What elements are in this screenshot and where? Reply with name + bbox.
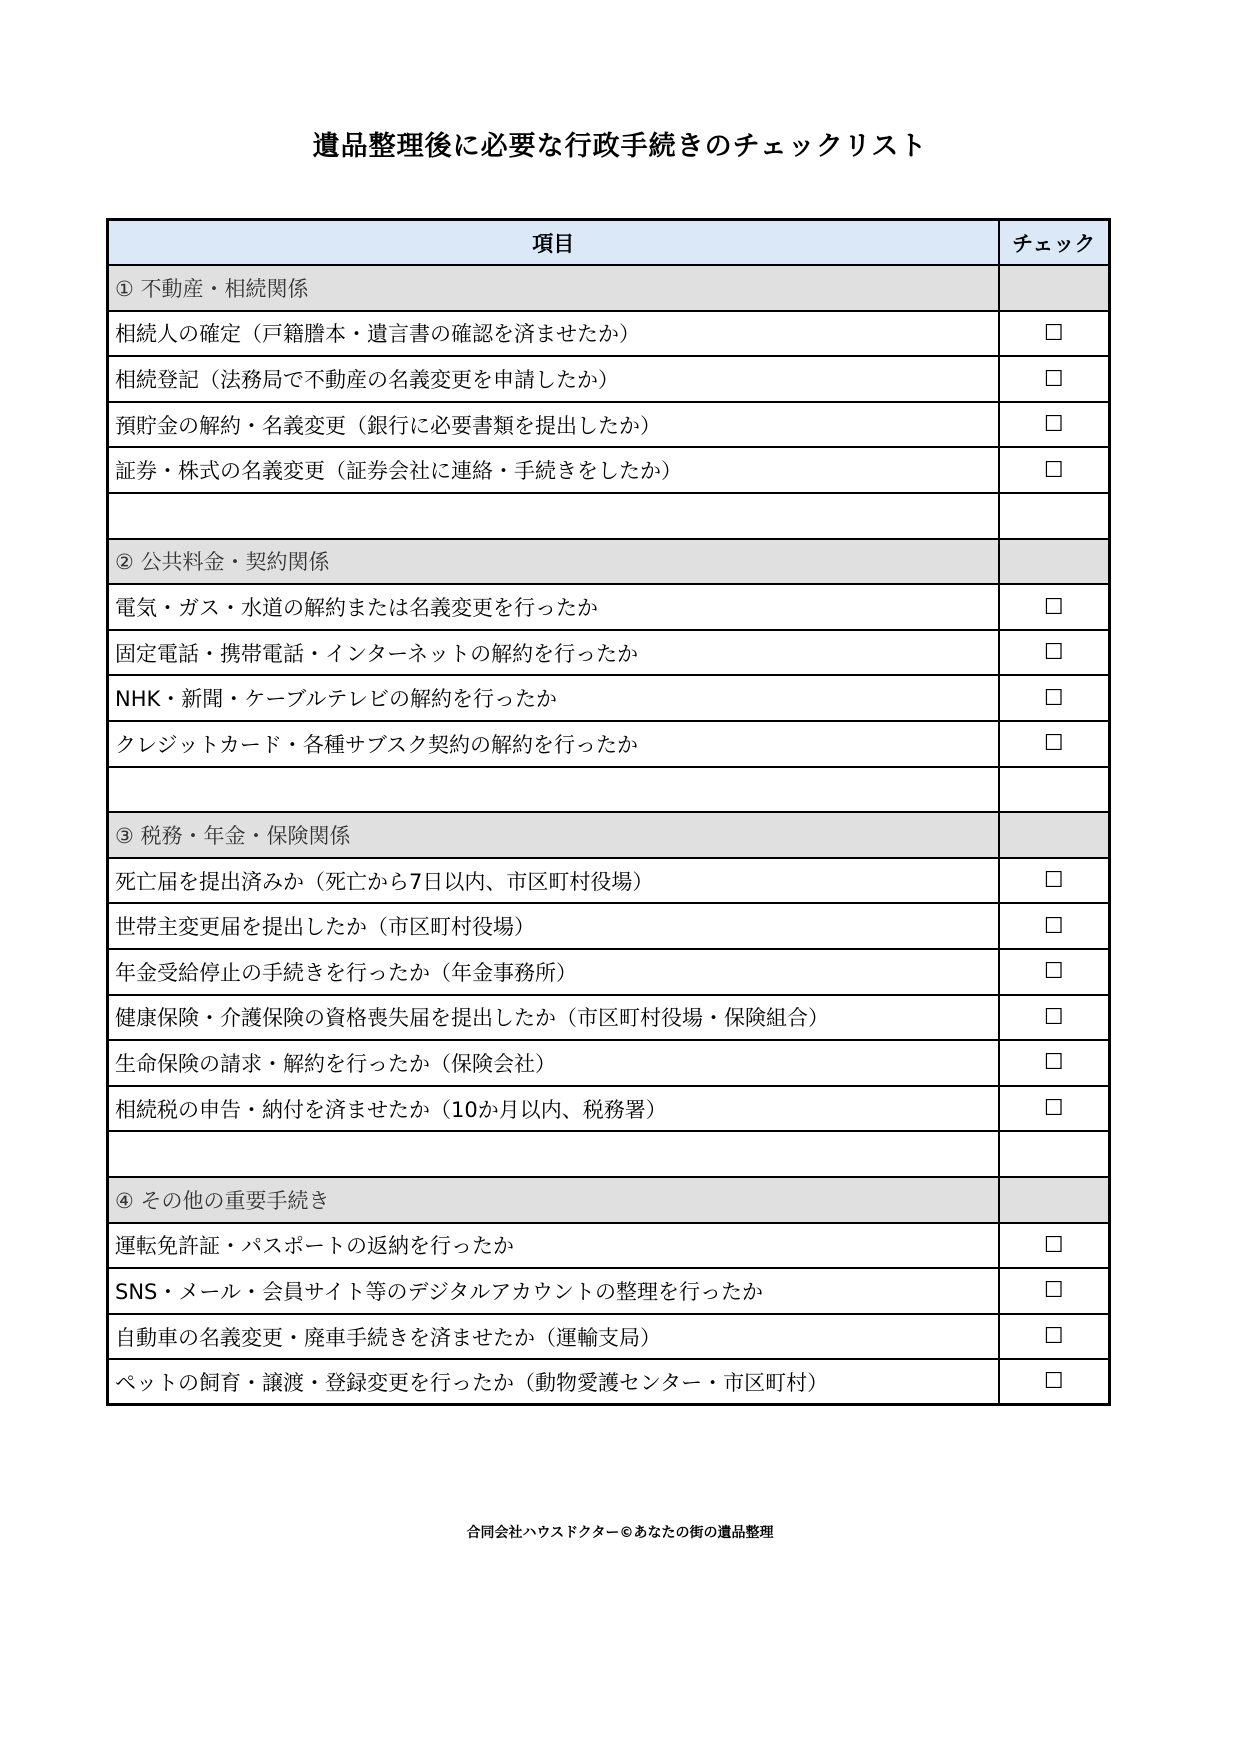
checkbox[interactable]: ☐ — [999, 1223, 1110, 1269]
section-label: ③ 税務・年金・保険関係 — [108, 812, 999, 858]
checkbox[interactable]: ☐ — [999, 675, 1110, 721]
checkbox[interactable]: ☐ — [999, 1086, 1110, 1132]
check-cell — [999, 265, 1110, 311]
checkbox[interactable]: ☐ — [999, 1314, 1110, 1360]
table-row — [108, 995, 1110, 1041]
section-label: ① 不動産・相続関係 — [108, 265, 999, 311]
item-label: ペットの飼育・譲渡・登録変更を行ったか（動物愛護センター・市区町村） — [108, 1359, 999, 1405]
checkbox[interactable]: ☐ — [999, 1359, 1110, 1405]
table-row — [108, 858, 1110, 904]
table-row — [108, 1359, 1110, 1405]
section-row — [108, 812, 1110, 858]
check-cell — [999, 1131, 1110, 1177]
check-cell — [999, 539, 1110, 585]
table-row — [108, 402, 1110, 448]
item-label: 相続登記（法務局で不動産の名義変更を申請したか） — [108, 356, 999, 402]
table-row — [108, 1268, 1110, 1314]
item-label — [108, 493, 999, 539]
checklist-table — [106, 218, 1111, 1406]
checkbox[interactable]: ☐ — [999, 630, 1110, 676]
item-label: 自動車の名義変更・廃車手続きを済ませたか（運輸支局） — [108, 1314, 999, 1360]
table-row — [108, 949, 1110, 995]
item-label: NHK・新聞・ケーブルテレビの解約を行ったか — [108, 675, 999, 721]
table-row — [108, 675, 1110, 721]
table-row — [108, 630, 1110, 676]
checklist-body — [108, 265, 1110, 1405]
section-row — [108, 539, 1110, 585]
checkbox[interactable]: ☐ — [999, 356, 1110, 402]
table-row — [108, 903, 1110, 949]
checkbox[interactable]: ☐ — [999, 584, 1110, 630]
checkbox[interactable]: ☐ — [999, 311, 1110, 357]
spacer-row — [108, 493, 1110, 539]
table-row — [108, 721, 1110, 767]
page-title: 遺品整理後に必要な行政手続きのチェックリスト — [312, 131, 928, 162]
item-label — [108, 767, 999, 813]
item-label: 年金受給停止の手続きを行ったか（年金事務所） — [108, 949, 999, 995]
check-cell — [999, 812, 1110, 858]
table-row — [108, 1040, 1110, 1086]
section-row — [108, 1177, 1110, 1223]
item-label: 世帯主変更届を提出したか（市区町村役場） — [108, 903, 999, 949]
check-cell — [999, 767, 1110, 813]
spacer-row — [108, 1131, 1110, 1177]
item-label: 死亡届を提出済みか（死亡から7日以内、市区町村役場） — [108, 858, 999, 904]
item-label: 預貯金の解約・名義変更（銀行に必要書類を提出したか） — [108, 402, 999, 448]
item-label: 生命保険の請求・解約を行ったか（保険会社） — [108, 1040, 999, 1086]
item-label: 電気・ガス・水道の解約または名義変更を行ったか — [108, 584, 999, 630]
checkbox[interactable]: ☐ — [999, 949, 1110, 995]
header-check: チェック — [999, 220, 1110, 266]
table-row — [108, 311, 1110, 357]
checkbox[interactable]: ☐ — [999, 1040, 1110, 1086]
checkbox[interactable]: ☐ — [999, 858, 1110, 904]
item-label: 運転免許証・パスポートの返納を行ったか — [108, 1223, 999, 1269]
footer-credit: 合同会社ハウスドクター©あなたの街の遺品整理 — [466, 1525, 774, 1541]
check-cell — [999, 493, 1110, 539]
section-row — [108, 265, 1110, 311]
checkbox[interactable]: ☐ — [999, 903, 1110, 949]
table-row — [108, 1223, 1110, 1269]
checkbox[interactable]: ☐ — [999, 1268, 1110, 1314]
checkbox[interactable]: ☐ — [999, 721, 1110, 767]
item-label: 健康保険・介護保険の資格喪失届を提出したか（市区町村役場・保険組合） — [108, 995, 999, 1041]
item-label: 相続人の確定（戸籍謄本・遺言書の確認を済ませたか） — [108, 311, 999, 357]
spacer-row — [108, 767, 1110, 813]
checkbox[interactable]: ☐ — [999, 995, 1110, 1041]
item-label: クレジットカード・各種サブスク契約の解約を行ったか — [108, 721, 999, 767]
table-header-row — [108, 220, 1110, 266]
item-label: 相続税の申告・納付を済ませたか（10か月以内、税務署） — [108, 1086, 999, 1132]
table-row — [108, 356, 1110, 402]
checkbox[interactable]: ☐ — [999, 402, 1110, 448]
header-item: 項目 — [108, 220, 999, 266]
table-row — [108, 1086, 1110, 1132]
section-label: ② 公共料金・契約関係 — [108, 539, 999, 585]
check-cell — [999, 1177, 1110, 1223]
item-label: SNS・メール・会員サイト等のデジタルアカウントの整理を行ったか — [108, 1268, 999, 1314]
table-row — [108, 584, 1110, 630]
item-label — [108, 1131, 999, 1177]
table-row — [108, 447, 1110, 493]
table-row — [108, 1314, 1110, 1360]
checkbox[interactable]: ☐ — [999, 447, 1110, 493]
section-label: ④ その他の重要手続き — [108, 1177, 999, 1223]
item-label: 固定電話・携帯電話・インターネットの解約を行ったか — [108, 630, 999, 676]
item-label: 証券・株式の名義変更（証券会社に連絡・手続きをしたか） — [108, 447, 999, 493]
